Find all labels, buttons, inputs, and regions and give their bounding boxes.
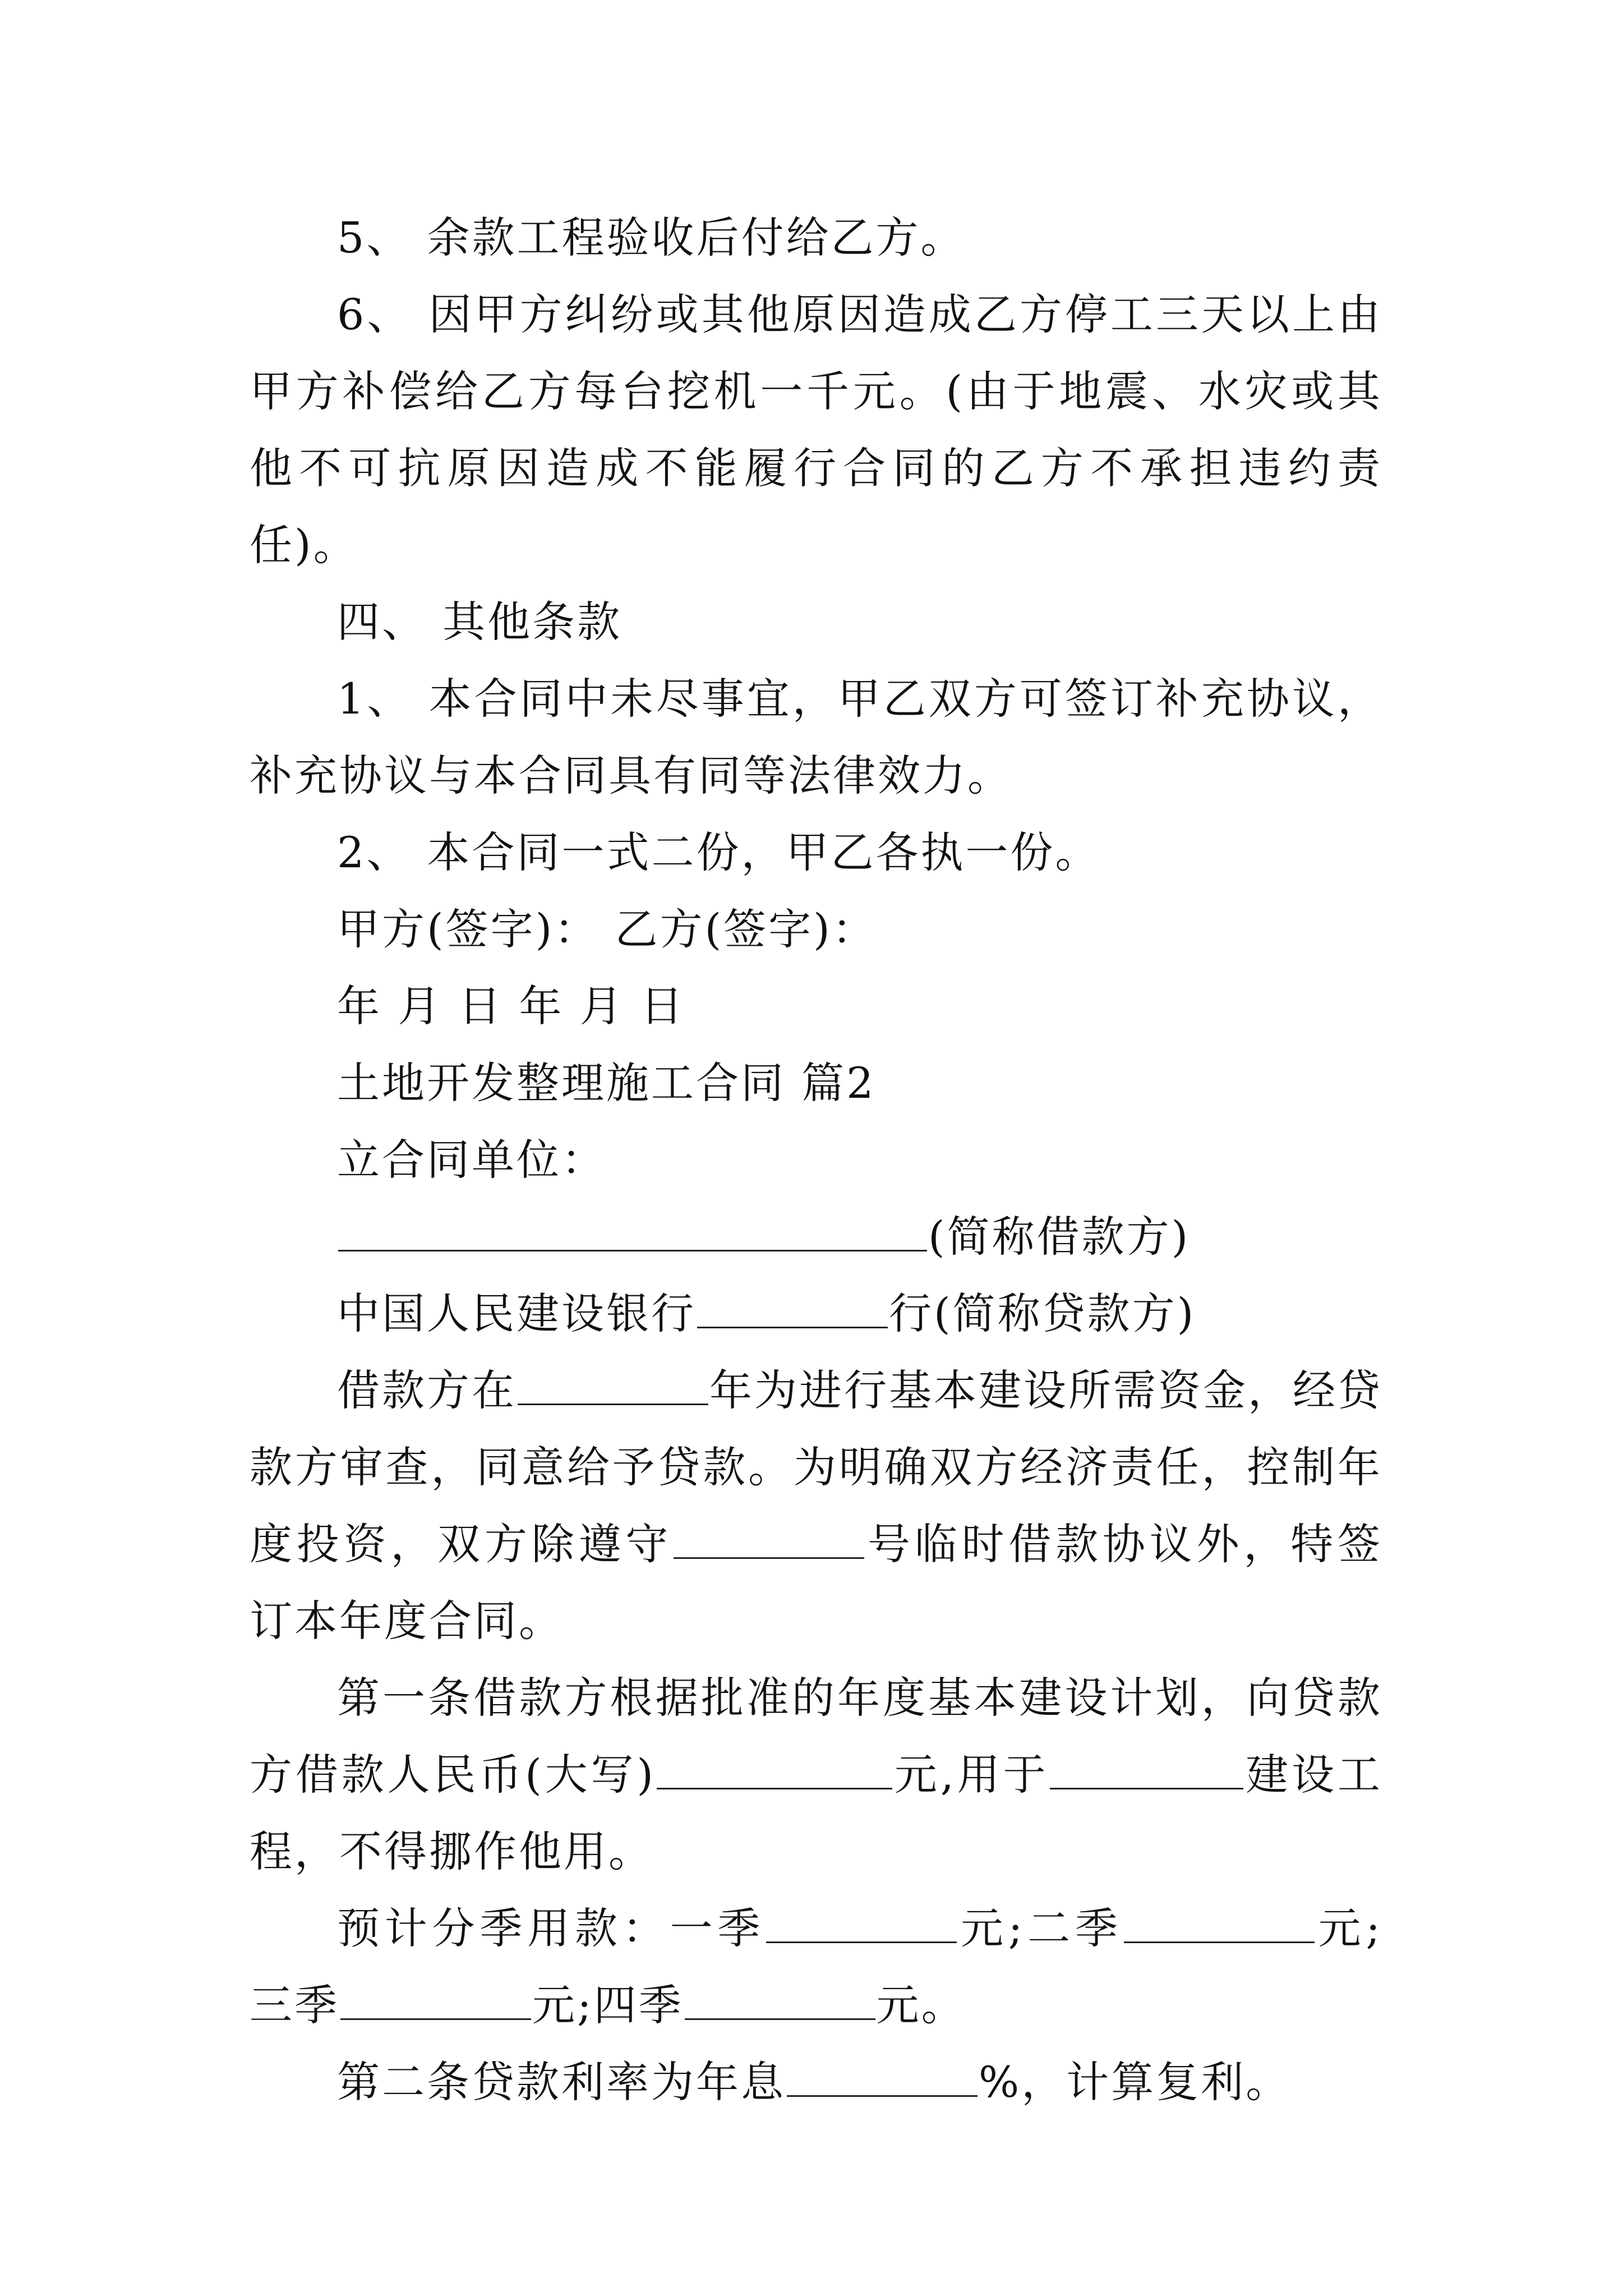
article-1-text-a: 第一条借款方根据批准的年度基本建设计划，向贷款方借款人民币(大写) — [250, 1673, 1382, 1800]
year-blank[interactable] — [518, 1369, 708, 1405]
signature-line: 甲方(签字)： 乙方(签字)： — [337, 904, 877, 954]
contract-2-title: 土地开发整理施工合同 篇2 — [337, 1058, 876, 1108]
preamble-text-a: 借款方在 — [337, 1365, 517, 1415]
lender-branch-blank[interactable] — [697, 1292, 888, 1328]
preamble-paragraph — [250, 1352, 1382, 1659]
quarterly-usage-paragraph — [250, 1890, 1382, 2044]
loan-amount-blank[interactable] — [657, 1753, 892, 1789]
q3-amount-blank[interactable] — [340, 1984, 531, 2020]
article-1-paragraph — [250, 1659, 1382, 1890]
borrower-suffix: (简称借款方) — [928, 1212, 1191, 1262]
preamble-text-c: 号临时借款协议外，特签订本年度合同。 — [250, 1519, 1383, 1646]
q4-amount-blank[interactable] — [685, 1984, 875, 2020]
article-1-text-b: 元,用于 — [893, 1750, 1049, 1800]
borrower-line — [250, 1198, 1382, 1275]
agreement-number-blank[interactable] — [674, 1522, 864, 1559]
contracting-parties-label: 立合同单位： — [337, 1135, 606, 1185]
interest-rate-blank[interactable] — [787, 2060, 978, 2097]
q2-amount-blank[interactable] — [1124, 1907, 1315, 1943]
clause-5-paragraph: 5、 余款工程验收后付给乙方。 — [337, 213, 966, 263]
q1-amount-blank[interactable] — [766, 1907, 957, 1943]
lender-suffix: 行(简称贷款方) — [889, 1289, 1196, 1338]
document-page — [250, 199, 1382, 2120]
section-4-clause-2-paragraph: 2、 本合同一式二份，甲乙各执一份。 — [337, 827, 1100, 877]
article-2-text-b: %，计算复利。 — [979, 2057, 1291, 2107]
borrower-name-blank[interactable] — [338, 1215, 927, 1251]
clause-6-paragraph: 6、 因甲方纠纷或其他原因造成乙方停工三天以上由甲方补偿给乙方每台挖机一千元。(由于地震、水灾或其他不可抗原因造成不能履行合同的乙方不承担违约责任)。 — [250, 289, 1382, 570]
preamble-text-b: 年为进行基本建设所需资金，经贷款方审查，同意给予贷款。为明确双方经济责任，控制年度投资，双方除遵守 — [250, 1365, 1382, 1569]
quarterly-text-c: 元;三季 — [250, 1903, 1383, 2030]
article-1-text-c: 建设工程，不得挪作他用。 — [250, 1750, 1382, 1876]
date-line: 年 月 日 年 月 日 — [337, 981, 685, 1031]
project-name-blank[interactable] — [1050, 1753, 1243, 1789]
quarterly-text-a: 预计分季用款：一季 — [337, 1903, 766, 1953]
quarterly-text-b: 元;二季 — [958, 1903, 1123, 1953]
lender-line — [250, 1275, 1382, 1352]
section-4-clause-1-paragraph: 1、 本合同中未尽事宜，甲乙双方可签订补充协议，补充协议与本合同具有同等法律效力。 — [250, 674, 1382, 800]
article-2-text-a: 第二条贷款利率为年息 — [337, 2057, 786, 2107]
lender-bank-name: 中国人民建设银行 — [337, 1289, 696, 1338]
quarterly-text-d: 元;四季 — [532, 1980, 684, 2030]
quarterly-text-e: 元。 — [876, 1980, 966, 2030]
article-2-paragraph — [250, 2044, 1382, 2120]
section-4-heading: 四、 其他条款 — [337, 597, 623, 647]
